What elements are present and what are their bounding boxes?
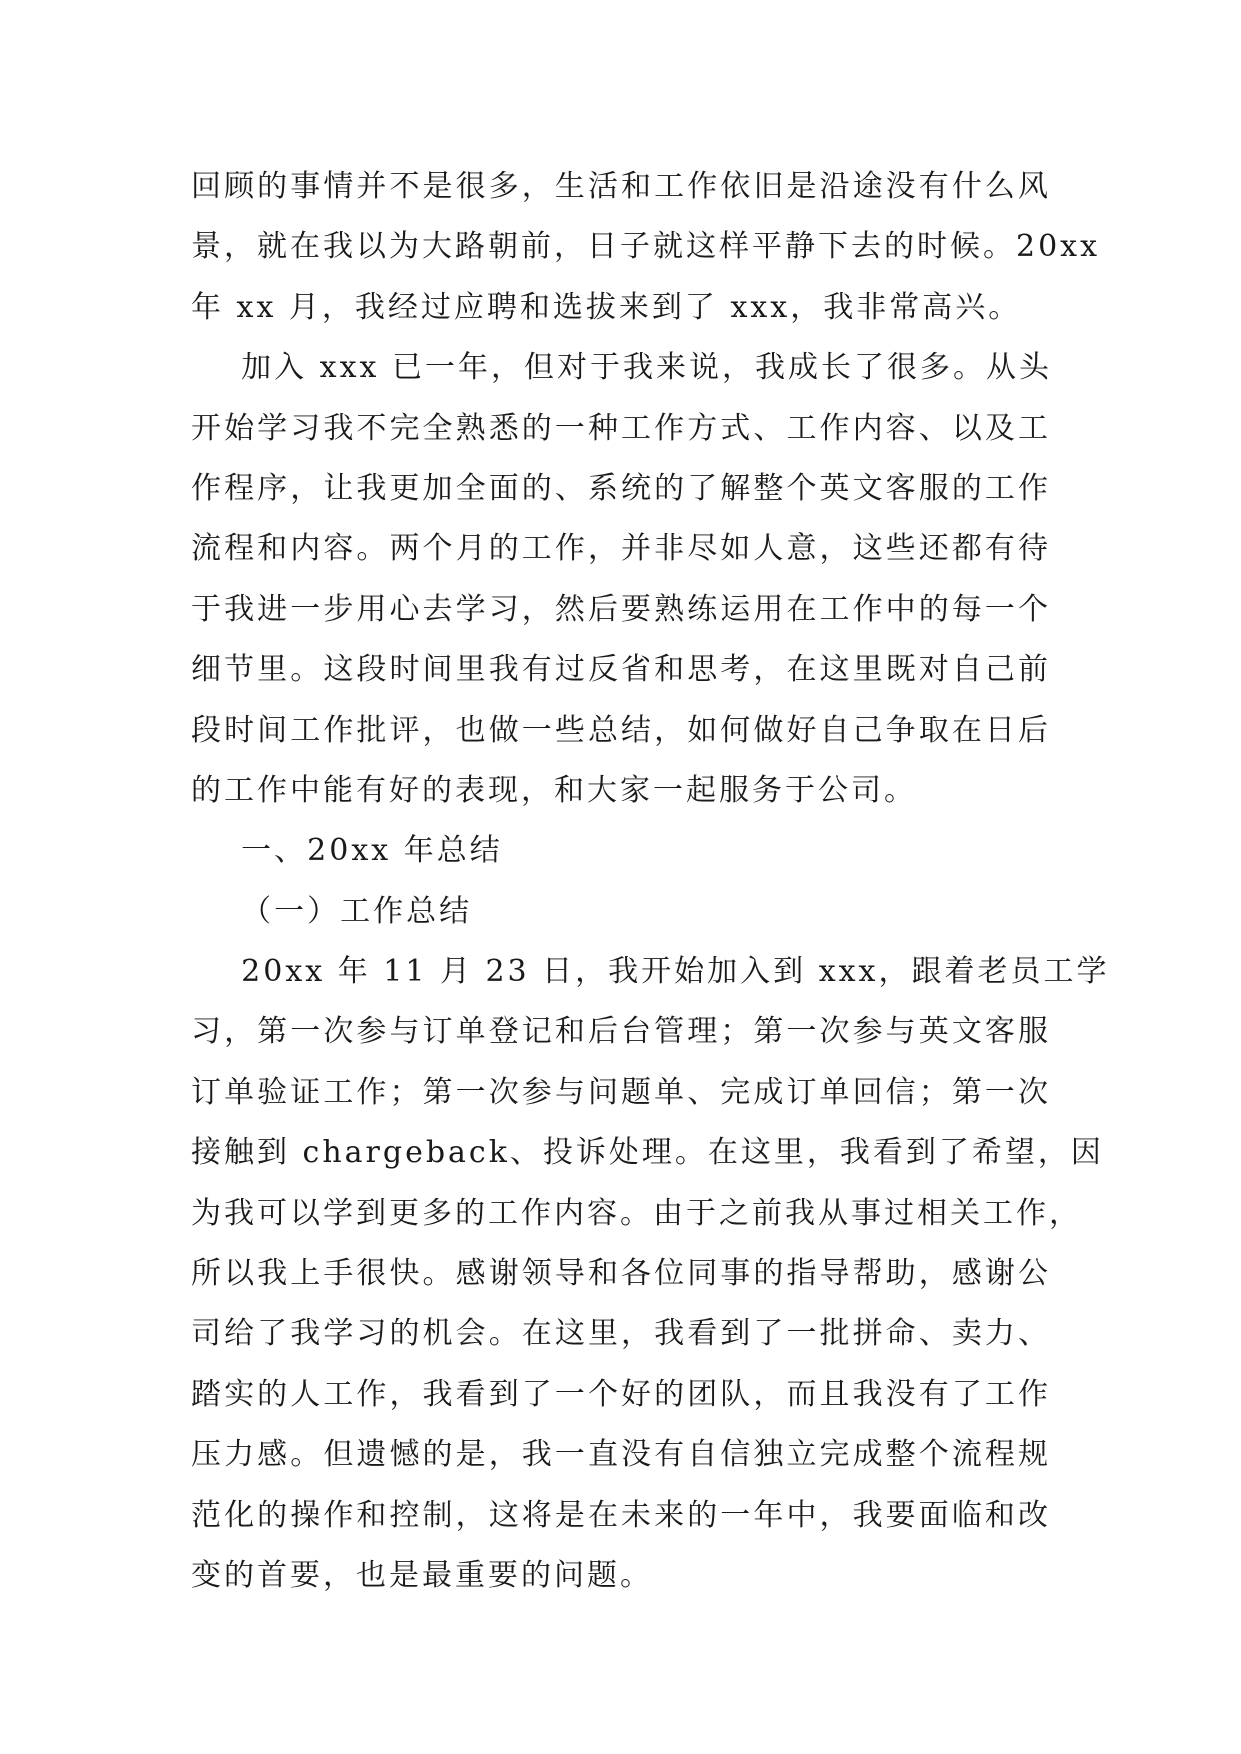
text-line: 景，就在我以为大路朝前，日子就这样平静下去的时候。20xx: [191, 229, 1101, 265]
text-line: 范化的操作和控制，这将是在未来的一年中，我要面临和改: [191, 1497, 1051, 1533]
text-line: 司给了我学习的机会。在这里，我看到了一批拼命、卖力、: [191, 1316, 1051, 1352]
text-line: 订单验证工作；第一次参与问题单、完成订单回信；第一次: [191, 1074, 1051, 1110]
section-heading: 一、20xx 年总结: [191, 833, 503, 869]
text-line: 的工作中能有好的表现，和大家一起服务于公司。: [191, 772, 917, 808]
text-line: 变的首要，也是最重要的问题。: [191, 1557, 653, 1593]
text-line: 所以我上手很快。感谢领导和各位同事的指导帮助，感谢公: [191, 1256, 1051, 1292]
text-line: 年 xx 月，我经过应聘和选拔来到了 xxx，我非常高兴。: [191, 289, 1022, 325]
subsection-heading: （一）工作总结: [191, 893, 473, 929]
text-line: 接触到 chargeback、投诉处理。在这里，我看到了希望，因: [191, 1135, 1104, 1171]
text-line: 习，第一次参与订单登记和后台管理；第一次参与英文客服: [191, 1014, 1051, 1050]
text-line: 流程和内容。两个月的工作，并非尽如人意，这些还都有待: [191, 531, 1051, 567]
text-line: 段时间工作批评，也做一些总结，如何做好自己争取在日后: [191, 712, 1051, 748]
text-line: 压力感。但遗憾的是，我一直没有自信独立完成整个流程规: [191, 1437, 1051, 1473]
text-line: 细节里。这段时间里我有过反省和思考，在这里既对自己前: [191, 652, 1051, 688]
document-body: [191, 157, 1110, 1606]
text-line: 开始学习我不完全熟悉的一种工作方式、工作内容、以及工: [191, 410, 1051, 446]
text-line: 于我进一步用心去学习，然后要熟练运用在工作中的每一个: [191, 591, 1051, 627]
text-line: 加入 xxx 已一年，但对于我来说，我成长了很多。从头: [191, 350, 1052, 386]
text-line: 20xx 年 11 月 23 日，我开始加入到 xxx，跟着老员工学: [191, 954, 1110, 990]
text-line: 作程序，让我更加全面的、系统的了解整个英文客服的工作: [191, 470, 1051, 506]
text-line: 为我可以学到更多的工作内容。由于之前我从事过相关工作，: [191, 1195, 1082, 1231]
text-line: 踏实的人工作，我看到了一个好的团队，而且我没有了工作: [191, 1376, 1051, 1412]
text-line: 回顾的事情并不是很多，生活和工作依旧是沿途没有什么风: [191, 169, 1051, 204]
